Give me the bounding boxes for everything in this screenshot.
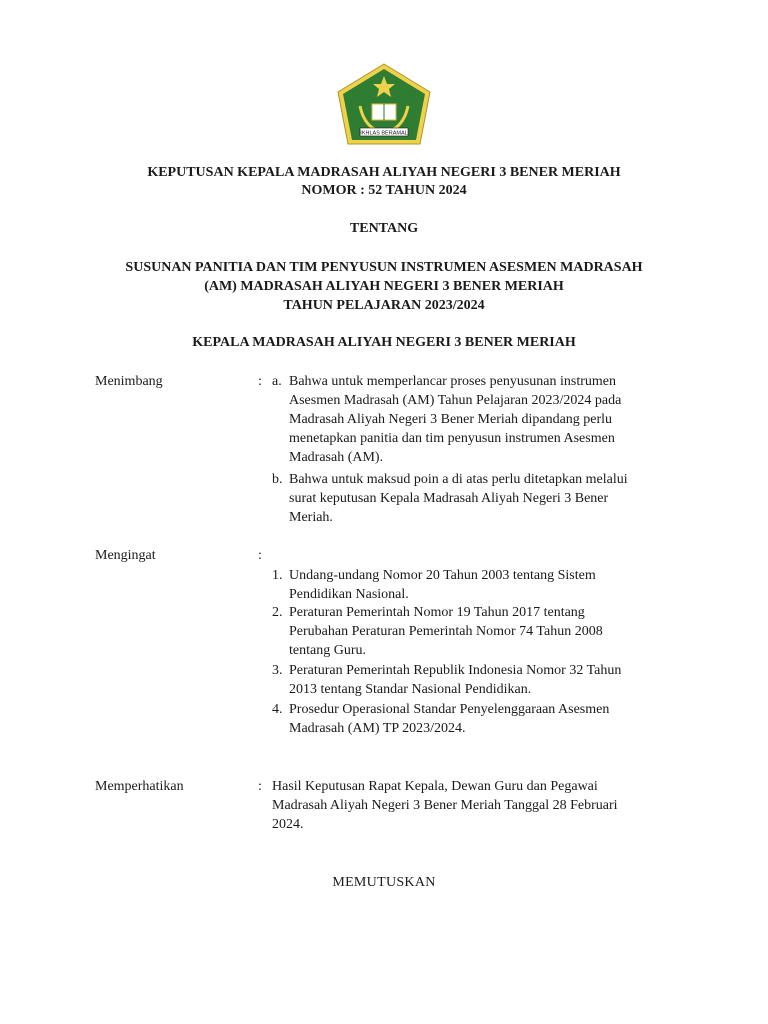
subject-line: TAHUN PELAJARAN 2023/2024 — [283, 298, 485, 313]
item-line: Prosedur Operasional Standar Penyelenggaraan Asesmen — [289, 702, 610, 717]
memutuskan-heading: MEMUTUSKAN — [332, 875, 436, 890]
item-line: Bahwa untuk maksud poin a di atas perlu ditetapkan melalui — [289, 472, 628, 487]
item-line: tentang Guru. — [289, 643, 366, 658]
kemenag-emblem-icon — [334, 62, 434, 146]
item-line: Madrasah Aliyah Negeri 3 Bener Meriah dipandang perlu — [289, 412, 613, 427]
item-line: Madrasah (AM) TP 2023/2024. — [289, 721, 466, 736]
item-line: 2013 tentang Standar Nasional Pendidikan. — [289, 682, 532, 697]
memperhatikan-label: Memperhatikan — [95, 779, 184, 794]
item-marker: a. — [272, 374, 282, 389]
item-marker: 2. — [272, 605, 283, 620]
item-line: Pendidikan Nasional. — [289, 587, 409, 602]
item-line: Undang-undang Nomor 20 Tahun 2003 tentang Sistem — [289, 568, 596, 583]
item-line: Meriah. — [289, 510, 333, 525]
menimbang-colon: : — [258, 374, 262, 389]
decree-title: KEPUTUSAN KEPALA MADRASAH ALIYAH NEGERI 3 BENER MERIAH — [147, 165, 621, 180]
tentang-heading: TENTANG — [349, 221, 419, 236]
item-marker: 4. — [272, 702, 283, 717]
item-line: menetapkan panitia dan tim penyusun instrumen Asesmen — [289, 431, 615, 446]
issuer-heading: KEPALA MADRASAH ALIYAH NEGERI 3 BENER MERIAH — [192, 335, 576, 350]
memperhatikan-line: 2024. — [272, 817, 304, 832]
item-line: Perubahan Peraturan Pemerintah Nomor 74 Tahun 2008 — [289, 624, 603, 639]
memperhatikan-line: Hasil Keputusan Rapat Kepala, Dewan Guru dan Pegawai — [272, 779, 598, 794]
item-line: Madrasah (AM). — [289, 450, 384, 465]
memperhatikan-line: Madrasah Aliyah Negeri 3 Bener Meriah Tanggal 28 Februari — [272, 798, 618, 813]
mengingat-label: Mengingat — [95, 548, 156, 563]
item-line: Peraturan Pemerintah Republik Indonesia Nomor 32 Tahun — [289, 663, 622, 678]
mengingat-colon: : — [258, 548, 262, 563]
item-line: Bahwa untuk memperlancar proses penyusunan instrumen — [289, 374, 616, 389]
memperhatikan-text — [272, 777, 672, 834]
subject-line: (AM) MADRASAH ALIYAH NEGERI 3 BENER MERIAH — [204, 279, 564, 294]
item-line: Peraturan Pemerintah Nomor 19 Tahun 2017 tentang — [289, 605, 585, 620]
item-marker: 3. — [272, 663, 283, 678]
item-line: surat keputusan Kepala Madrasah Aliyah Negeri 3 Bener — [289, 491, 609, 506]
decree-number: NOMOR : 52 TAHUN 2024 — [301, 183, 467, 198]
item-marker: b. — [272, 472, 283, 487]
subject-line: SUSUNAN PANITIA DAN TIM PENYUSUN INSTRUMEN ASESMEN MADRASAH — [125, 260, 643, 275]
menimbang-label: Menimbang — [95, 374, 163, 389]
item-line: Asesmen Madrasah (AM) Tahun Pelajaran 2023/2024 pada — [289, 393, 622, 408]
logo-banner-text: IKHLAS BERAMAL — [360, 130, 408, 137]
item-marker: 1. — [272, 568, 283, 583]
memperhatikan-colon: : — [258, 779, 262, 794]
decree-subject — [0, 258, 768, 315]
